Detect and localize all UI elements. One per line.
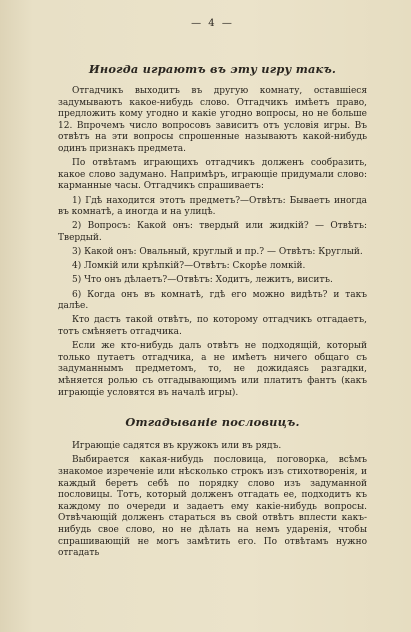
page-number: — 4 —: [191, 18, 234, 29]
paragraph: 1) Гдѣ находится этотъ предметъ?—Отвѣтъ: Бываетъ иногда въ комнатѣ, а иногда и на улицѣ.: [58, 195, 367, 218]
section-body-proverbs: [58, 441, 367, 560]
paragraph: Выбирается какая-нибудь пословица, поговорка, всѣмъ знакомое изреченіе или нѣсколько строкъ изъ стихотворенія, и каждый беретъ себѣ по порядку слово изъ задуманной пословицы. Тотъ, который долженъ отгадать ее, подходитъ къ каждому по очереди и задаетъ ему какіе-нибудь вопросы. Отвѣчающій долженъ стараться въ свой отвѣтъ вплести какъ-нибудь свое слово, но не дѣлать на немъ ударенія, чтобы спрашивающій не могъ замѣтить его. По отвѣтамъ нужно отгадать: [58, 455, 367, 559]
paragraph: Кто дастъ такой отвѣтъ, по которому отгадчикъ отгадаетъ, тотъ смѣняетъ отгадчика.: [58, 315, 367, 338]
section-title-variant: Иногда играютъ въ эту игру такъ.: [88, 62, 337, 76]
paragraph: Играющіе садятся въ кружокъ или въ рядъ.: [72, 441, 282, 452]
paragraph: Отгадчикъ выходитъ въ другую комнату, оставшіеся задумываютъ какое-нибудь слово. Отгадчикъ имѣетъ право, предложить кому угодно и какіе угодно вопросы, но не больше 12. Впрочемъ число вопросовъ зависитъ отъ условія игры. Въ отвѣтъ на эти вопросы спрошенные называютъ какой-нибудь одинъ признакъ предмета.: [58, 86, 367, 154]
paragraph: 4) Ломкій или крѣпкій?—Отвѣтъ: Скорѣе ломкій.: [72, 261, 306, 272]
paragraph: Если же кто-нибудь далъ отвѣтъ не подходящій, который только путаетъ отгадчика, а не имѣетъ ничего общаго съ задуманнымъ предметомъ, то, не дожидаясь разгадки, мѣняется ролью съ отгадывающимъ или платитъ фантъ (какъ играющіе условятся въ началѣ игры).: [58, 341, 367, 398]
paragraph: 2) Вопросъ: Какой онъ: твердый или жидкій? — Отвѣтъ: Твердый.: [58, 221, 367, 243]
section-title-proverbs: Отгадываніе пословицъ.: [125, 415, 300, 430]
paragraph: По отвѣтамъ играющихъ отгадчикъ долженъ сообразить, какое слово задумано. Напримѣръ, играющіе придумали слово: карманные часы. Отгадчикъ спрашиваетъ:: [58, 158, 367, 192]
paragraph: 6) Когда онъ въ комнатѣ, гдѣ его можно видѣть? и такъ далѣе.: [58, 289, 367, 312]
paragraph: 3) Какой онъ: Овальный, круглый и пр.? — Отвѣтъ: Круглый.: [72, 247, 363, 258]
paragraph: 5) Что онъ дѣлаетъ?—Отвѣтъ: Ходитъ, лежитъ, виситъ.: [72, 275, 333, 286]
section-body-variant: [58, 86, 367, 399]
